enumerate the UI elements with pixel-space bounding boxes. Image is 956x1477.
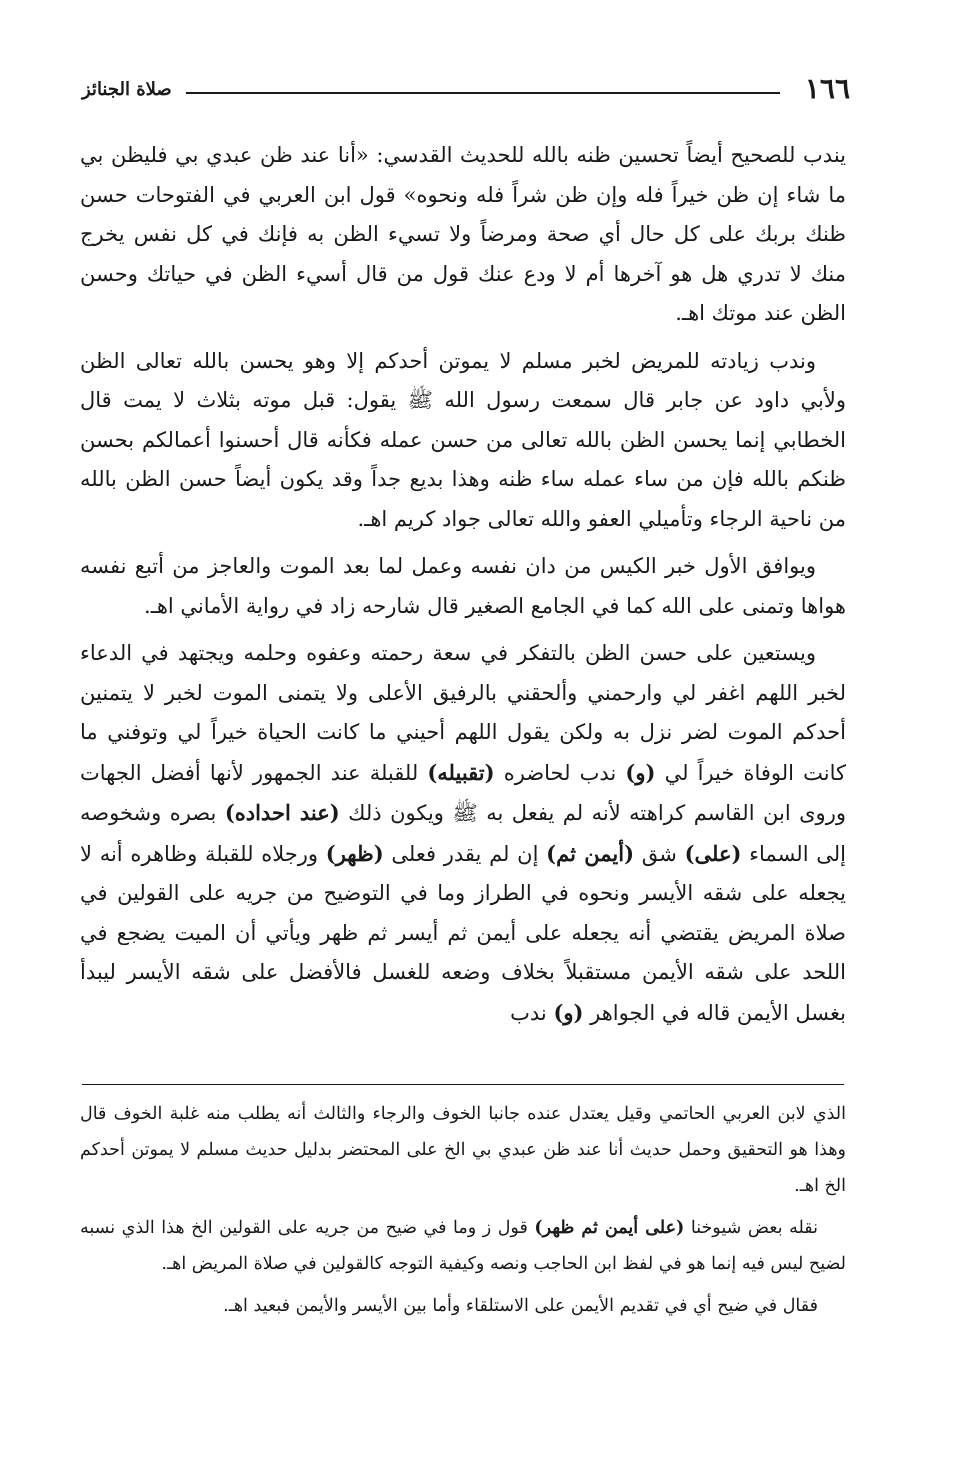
text-run: ندب لحاضره [494, 760, 626, 785]
text-run: إن لم يقدر فعلى [383, 841, 547, 866]
page-number: ١٦٦ [804, 72, 850, 105]
matn-bold: (و) [625, 759, 656, 785]
matn-bold: (أيمن ثم) [546, 840, 635, 866]
text-run: للقبلة عند الجمهور لأنها أفضل الجهات وروى ابن القاسم كراهته لأنه لم يفعل به ﷺ ويكون ذلك [80, 760, 846, 825]
matn-bold: (على) [684, 840, 742, 866]
footnote-2 [80, 1210, 846, 1282]
paragraph-2: وندب زيادته للمريض لخبر مسلم لا يموتن أحدكم إلا وهو يحسن بالله تعالى الظن ولأبي داود عن جابر قال سمعت رسول الله ﷺ يقول: قبل موته بثلاث لا يمت قال الخطابي إنما يحسن الظن بالله تعالى من حسن عمله فكأنه قال أحسنوا أعمالكم بحسن ظنكم بالله فإن من ساء عمله ساء ظنه وهذا بديع جداً وقد يكون أيضاً حسن الظن بالله من ناحية الرجاء وتأميلي العفو والله تعالى جواد كريم اهـ. [80, 348, 846, 531]
text-run: بصره وشخوصه إلى السماء [80, 801, 847, 866]
header-rule [186, 92, 780, 94]
paragraph-3: ويوافق الأول خبر الكيس من دان نفسه وعمل لما بعد الموت والعاجز من أتبع نفسه هواها وتمنى على الله كما في الجامع الصغير قال شارحه زاد في رواية الأماني اهـ. [80, 554, 846, 618]
running-title: صلاة الجنائز [82, 79, 172, 100]
footnotes [80, 1096, 846, 1330]
matn-bold: (تقبيله) [427, 759, 495, 785]
page-header [82, 66, 850, 114]
footnote-3: فقال في ضيح أي في تقديم الأيمن على الاستلقاء وأما بين الأيسر والأيمن فبعيد اهـ. [223, 1296, 818, 1316]
matn-bold: (عند احداده) [224, 800, 340, 825]
text-run: نقله بعض شيوخنا [684, 1218, 819, 1238]
text-run: ويستعين على حسن الظن بالتفكر في سعة رحمته وعفوه وحلمه ويجتهد في الدعاء لخبر اللهم اغفر لي وارحمني وألحقني بالرفيق الأعلى ولا يتمنى الموت لخبر لا يتمنين أحدكم الموت لضر نزل به ولكن يقول اللهم أحيني ما كانت الحياة خيراً لي وتوفني ما كانت الوفاة خيراً لي [80, 641, 847, 785]
matn-bold: (ظهر) [325, 840, 384, 866]
main-text [80, 136, 846, 1041]
text-run: ندب [510, 1000, 554, 1025]
text-run: قول ز وما في ضيح من جريه على القولين الخ هذا الذي نسبه لضيح ليس فيه إنما هو في لفظ ابن الحاجب ونصه وكيفية التوجه كالقولين في صلاة المريض اهـ. [80, 1218, 846, 1274]
paragraph-1: يندب للصحيح أيضاً تحسين ظنه بالله للحديث القدسي: «أنا عند ظن عبدي بي فليظن بي ما شاء إن ظن خيراً فله وإن ظن شراً فله ونحوه» قول ابن العربي في الفتوحات حسن ظنك بربك على كل حال أي صحة ومرضاً ولا تسيء الظن به فإنك في كل نفس يخرج منك لا تدري هل هو آخرها أم لا ودع عنك قول من قال أسيء الظن في حياتك وحسن الظن عند موتك اهـ. [80, 143, 846, 325]
matn-bold: (على أيمن ثم ظهر) [534, 1218, 685, 1238]
paragraph-4 [80, 634, 846, 1033]
text-run: شق [634, 841, 685, 866]
matn-bold: (و) [553, 999, 584, 1025]
footnote-rule [82, 1084, 844, 1085]
text-run: ورجلاه للقبلة وظاهره أنه لا يجعله على شقه الأيسر ونحوه في الطراز وما في التوضيح من جريه على القولين في صلاة المريض يقتضي أنه يجعله على أيمن ثم أيسر ثم ظهر ويأتي أن الميت يضجع في اللحد على شقه الأيمن مستقبلاً بخلاف وضعه للغسل فالأفضل على شقه الأيسر ليبدأ بغسل الأيمن قاله في الجواهر [80, 841, 846, 1025]
footnote-1: الذي لابن العربي الحاتمي وقيل يعتدل عنده جانبا الخوف والرجاء والثالث أنه يطلب منه غلبة الخوف قال وهذا هو التحقيق وحمل حديث أنا عند ظن عبدي بي الخ على المحتضر بدليل حديث مسلم لا يموتن أحدكم الخ اهـ. [80, 1104, 846, 1196]
